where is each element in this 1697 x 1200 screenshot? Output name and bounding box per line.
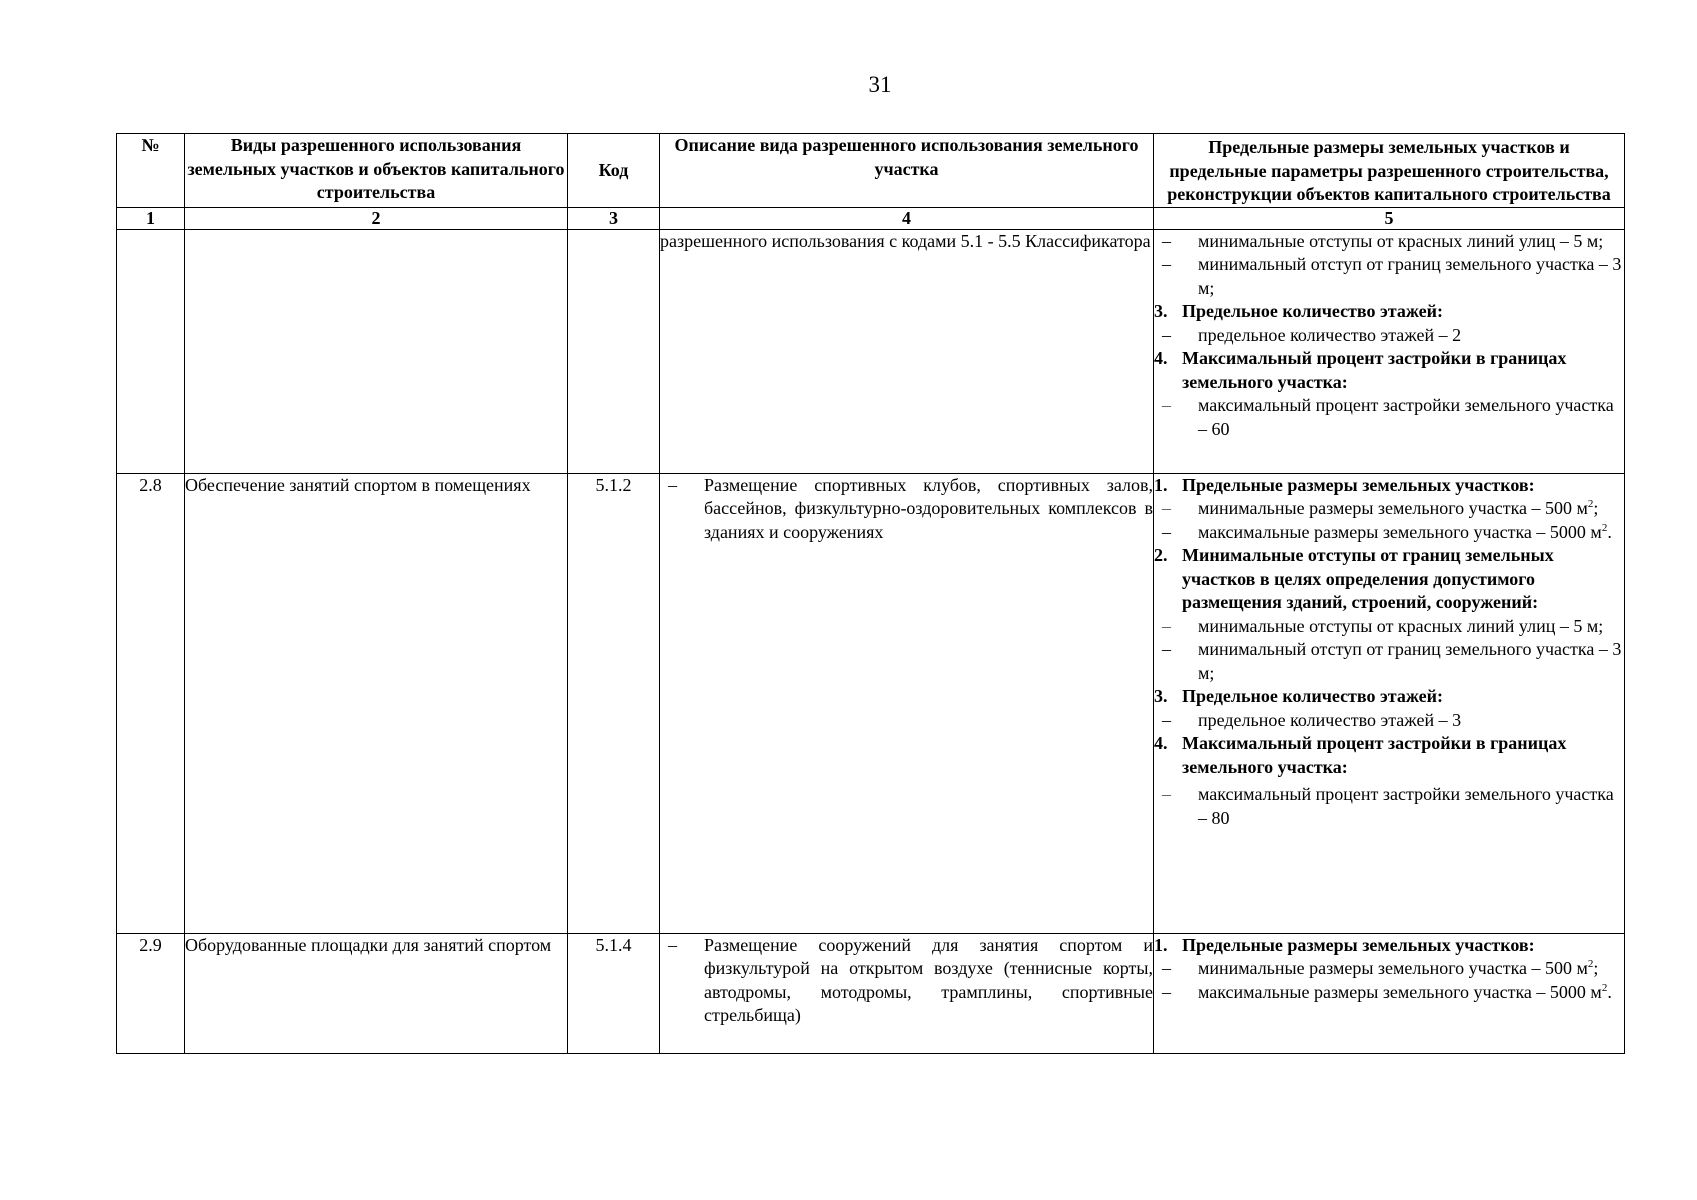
param-item: – предельное количество этажей – 3 [1154,709,1624,733]
dash-bullet: – [1162,324,1171,345]
param-item: – минимальные размеры земельного участка – 500 $м^2$; [1154,957,1624,981]
header-row [117,134,1625,208]
row-name: Обеспечение занятий спортом в помещениях [185,473,568,933]
column-number: 1 [117,207,185,229]
param-item: – максимальный процент застройки земельного участка – 60 [1162,395,1614,439]
param-item: – максимальные размеры земельного участка – 5000 $м^2$. [1154,521,1624,545]
row-description [660,473,1154,933]
column-number: 5 [1154,207,1625,229]
param-heading: 1. Предельные размеры земельных участков: [1154,474,1535,495]
header-code: Код [568,134,660,208]
param-heading: 4. Максимальный процент застройки в границах земельного участка: [1154,733,1567,777]
param-heading: 3. Предельное количество этажей: [1154,301,1443,321]
dash-bullet: – [1162,521,1171,542]
land-use-table [116,133,1625,1054]
row-code: 5.1.2 [568,473,660,933]
param-item: – минимальный отступ от границ земельного участка – 3 м; [1162,639,1622,683]
dash-bullet: – [1162,230,1171,251]
row-description [660,229,1154,473]
row-number: 2.9 [117,933,185,1053]
dash-bullet: – [1162,639,1171,659]
row-number: 2.8 [117,473,185,933]
row-code [568,229,660,473]
row-code: 5.1.4 [568,933,660,1053]
row-description [660,933,1154,1053]
dash-bullet: – [1162,958,1171,978]
row-number [117,229,185,473]
param-item: – предельное количество этажей – 2 [1154,324,1624,348]
dash-bullet: – [1162,784,1171,804]
param-heading: 3. Предельное количество этажей: [1154,686,1443,706]
header-limits: Предельные размеры земельных участков и предельные параметры разрешенного строительства, реконструкции объектов капитального строительства [1154,134,1625,208]
dash-bullet: – [1162,981,1171,1002]
dash-bullet: – [668,934,677,955]
param-item: – минимальные размеры земельного участка – 500 $м^2$; [1154,497,1624,521]
param-heading: 4. Максимальный процент застройки в границах земельного участка: [1154,348,1567,392]
description-item: – Размещение спортивных клубов, спортивных залов, бассейнов, физкультурно-оздоровительных комплексов в зданиях и сооружениях [668,474,1153,542]
param-heading: 2. Минимальные отступы от границ земельных участков в целях определения допустимого размещения зданий, строений, сооружений: [1154,545,1554,612]
column-number: 4 [660,207,1154,229]
table-row [117,473,1625,933]
param-item: – минимальные отступы от красных линий улиц – 5 м; [1154,615,1624,639]
description-item: – Размещение сооружений для занятия спортом и физкультурой на открытом воздухе (теннисные корты, автодромы, мотодромы, трамплины, спортивные стрельбища) [668,934,1153,1025]
row-params [1154,933,1625,1053]
param-item: – минимальные отступы от красных линий улиц – 5 м; [1154,230,1624,254]
param-heading: 1. Предельные размеры земельных участков: [1154,934,1535,955]
row-params [1154,229,1625,473]
dash-bullet: – [1162,498,1171,518]
row-name: Оборудованные площадки для занятий спортом [185,933,568,1053]
param-item: – минимальный отступ от границ земельного участка – 3 м; [1162,254,1622,298]
dash-bullet: – [1162,709,1171,730]
row-params [1154,473,1625,933]
dash-bullet: – [668,474,677,495]
table-row [117,229,1625,473]
dash-bullet: – [1162,395,1171,415]
page-number: 31 [868,72,892,97]
header-no: № [117,134,185,208]
header-types: Виды разрешенного использования земельных участков и объектов капитального строительства [185,134,568,208]
header-description: Описание вида разрешенного использования земельного участка [660,134,1154,208]
column-number-row [117,207,1625,229]
table-row [117,933,1625,1053]
dash-bullet: – [1162,254,1171,274]
param-item: – максимальные размеры земельного участка – 5000 $м^2$. [1154,981,1624,1005]
column-number: 2 [185,207,568,229]
param-item: – максимальный процент застройки земельного участка – 80 [1162,784,1614,828]
row-name [185,229,568,473]
description-text: разрешенного использования с кодами 5.1 - 5.5 Классификатора [660,230,1151,251]
column-number: 3 [568,207,660,229]
dash-bullet: – [1162,615,1171,636]
